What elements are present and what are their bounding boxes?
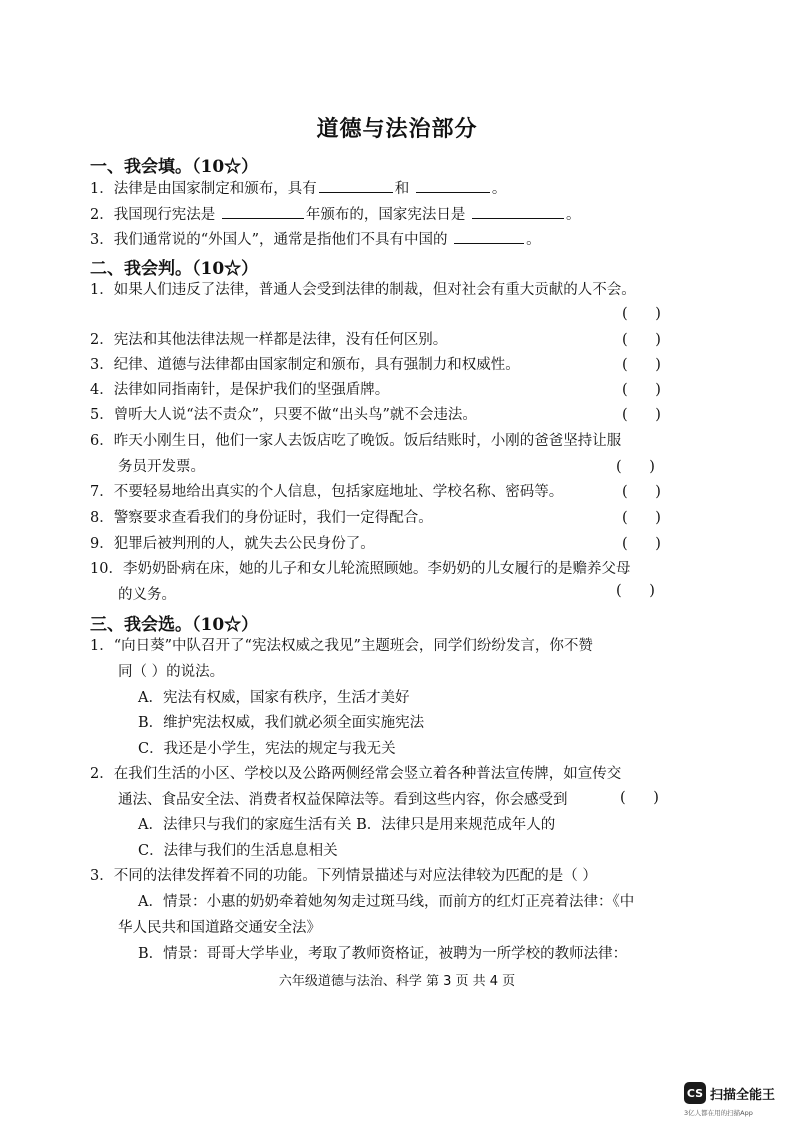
answer-paren[interactable]: ( ) <box>622 332 661 348</box>
judge-question-10: 10．李奶奶卧病在床，她的儿子和女儿轮流照顾她。李奶奶的儿女履行的是赡养父母 <box>90 561 631 577</box>
answer-paren[interactable]: ( ) <box>622 510 661 526</box>
choose-question-1-cont: 同（ ）的说法。 <box>118 664 225 680</box>
answer-blank[interactable] <box>319 178 393 193</box>
section-heading-choose: 三、我会选。（10☆） <box>90 615 259 635</box>
choose-option[interactable]: A．法律只与我们的家庭生活有关 B．法律只是用来规范成年人的 <box>138 817 556 833</box>
answer-blank[interactable] <box>416 178 490 193</box>
judge-question-5: 5．曾听大人说“法不责众”，只要不做“出头鸟”就不会违法。 <box>90 407 477 423</box>
choose-option[interactable]: B．维护宪法权威，我们就必须全面实施宪法 <box>138 715 425 731</box>
watermark-tagline: 3亿人都在用的扫描App <box>684 1109 753 1117</box>
judge-question-3: 3．纪律、道德与法律都由国家制定和颁布，具有强制力和权威性。 <box>90 357 520 373</box>
judge-question-2: 2．宪法和其他法律法规一样都是法律，没有任何区别。 <box>90 332 448 348</box>
choose-option[interactable]: A．宪法有权威，国家有秩序，生活才美好 <box>138 690 410 706</box>
fill-question-1: 1．法律是由国家制定和颁布，具有 和 。 <box>90 178 506 199</box>
judge-question-6-cont: 务员开发票。 <box>118 459 205 475</box>
judge-question-1: 1．如果人们违反了法律，普通人会受到法律的制裁，但对社会有重大贡献的人不会。 <box>90 282 636 298</box>
fill-question-2: 2．我国现行宪法是 年颁布的，国家宪法日是 。 <box>90 204 580 225</box>
watermark-app-name: 扫描全能王 <box>710 1088 776 1103</box>
answer-paren[interactable]: ( ) <box>620 790 659 806</box>
camscanner-logo-icon: CS <box>684 1082 706 1104</box>
answer-paren[interactable]: ( ) <box>616 583 655 599</box>
choose-option[interactable]: C．法律与我们的生活息息相关 <box>138 843 338 859</box>
answer-paren[interactable]: ( ) <box>622 357 661 373</box>
choose-question-2: 2．在我们生活的小区、学校以及公路两侧经常会竖立着各种普法宣传牌，如宣传交 <box>90 766 622 782</box>
judge-question-7: 7．不要轻易地给出真实的个人信息，包括家庭地址、学校名称、密码等。 <box>90 484 564 500</box>
scanner-watermark <box>684 1080 794 1124</box>
answer-paren[interactable]: ( ) <box>616 459 655 475</box>
answer-paren[interactable]: ( ) <box>622 484 661 500</box>
choose-option[interactable]: C．我还是小学生，宪法的规定与我无关 <box>138 741 396 757</box>
choose-question-1: 1．“向日葵”中队召开了“宪法权威之我见”主题班会，同学们纷纷发言，你不赞 <box>90 638 593 654</box>
judge-question-6: 6．昨天小刚生日，他们一家人去饭店吃了晚饭。饭后结账时，小刚的爸爸坚持让服 <box>90 433 622 449</box>
choose-question-2-cont: 通法、食品安全法、消费者权益保障法等。看到这些内容，你会感受到 <box>118 792 568 808</box>
answer-paren[interactable]: ( ) <box>622 306 661 322</box>
judge-question-9: 9．犯罪后被判刑的人，就失去公民身份了。 <box>90 536 375 552</box>
answer-blank[interactable] <box>222 204 304 219</box>
section-heading-fill: 一、我会填。（10☆） <box>90 157 259 177</box>
page-footer: 六年级道德与法治、科学 第 3 页 共 4 页 <box>278 974 516 989</box>
page-title: 道德与法治部分 <box>316 116 478 142</box>
choose-option[interactable]: A．情景：小惠的奶奶牵着她匆匆走过斑马线，而前方的红灯正亮着法律：《中 <box>138 894 635 910</box>
judge-question-4: 4．法律如同指南针，是保护我们的坚强盾牌。 <box>90 382 390 398</box>
choose-question-3: 3．不同的法律发挥着不同的功能。下列情景描述与对应法律较为匹配的是（ ） <box>90 868 597 884</box>
answer-paren[interactable]: ( ) <box>622 382 661 398</box>
choose-option-cont: 华人民共和国道路交通安全法》 <box>118 920 321 936</box>
judge-question-8: 8．警察要求查看我们的身份证时，我们一定得配合。 <box>90 510 433 526</box>
answer-blank[interactable] <box>472 204 564 219</box>
fill-question-3: 3．我们通常说的“外国人”，通常是指他们不具有中国的 。 <box>90 229 541 250</box>
answer-paren[interactable]: ( ) <box>622 407 661 423</box>
answer-blank[interactable] <box>454 229 524 244</box>
answer-paren[interactable]: ( ) <box>622 536 661 552</box>
judge-question-10-cont: 的义务。 <box>118 587 176 603</box>
choose-option[interactable]: B．情景：哥哥大学毕业，考取了教师资格证，被聘为一所学校的教师法律： <box>138 946 628 962</box>
section-heading-judge: 二、我会判。（10☆） <box>90 259 259 279</box>
